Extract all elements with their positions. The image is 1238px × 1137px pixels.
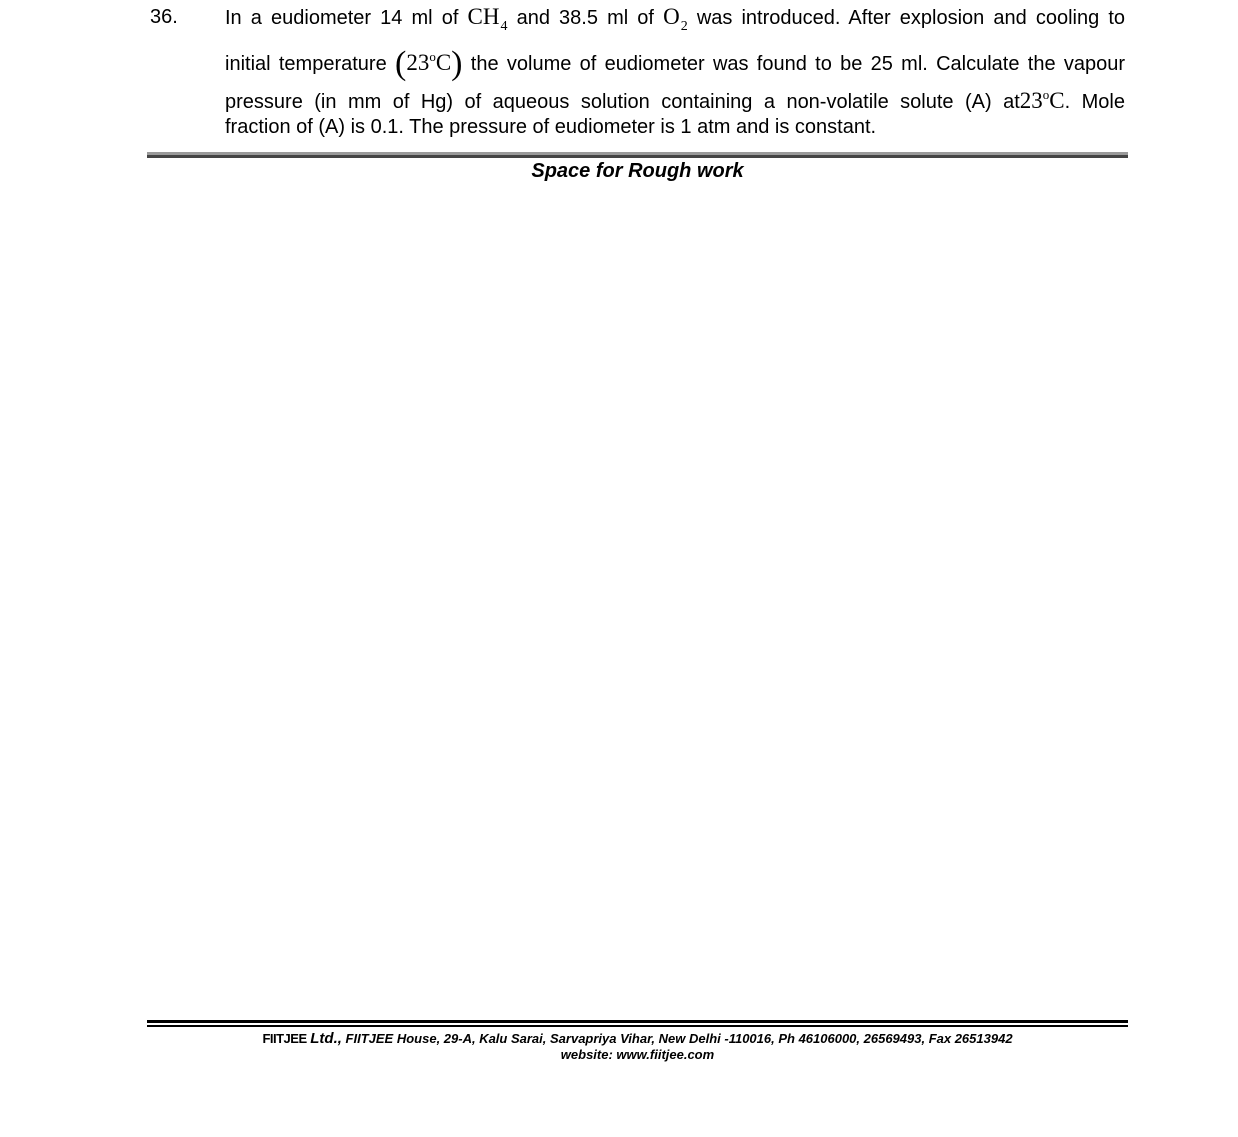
formula-oxygen: $O_2$ <box>663 4 688 34</box>
question-text: was introduced. After explosion and cooling to <box>696 7 1126 29</box>
question-text: . Mole <box>1064 91 1125 113</box>
footer-ltd: Ltd., <box>310 1030 342 1047</box>
question-number: 36. <box>150 6 178 28</box>
rough-work-label: Space for Rough work <box>531 160 744 182</box>
footer <box>147 1031 1128 1063</box>
question-text: and 38.5 ml of <box>516 7 654 29</box>
question-text: In a eudiometer 14 ml of <box>225 7 459 29</box>
temperature-value: 23$^o$C <box>1019 87 1065 113</box>
footer-rule <box>147 1025 1128 1027</box>
footer-website: website: www.fiitjee.com <box>560 1047 715 1062</box>
question-line-2 <box>225 40 1125 86</box>
temperature-value: (23$^o$C) <box>395 45 463 82</box>
question-text: pressure (in mm of Hg) of aqueous solution containing a non-volatile solute (A) at <box>225 91 1020 113</box>
footer-brand: FIITJEE <box>262 1031 307 1046</box>
question-text: initial temperature <box>225 53 387 75</box>
footer-address: FIITJEE House, 29-A, Kalu Sarai, Sarvapriya Vihar, New Delhi -110016, Ph 46106000, 26569493, Fax 26513942 <box>345 1031 1013 1046</box>
question-line-4: fraction of (A) is 0.1. The pressure of eudiometer is 1 atm and is constant. <box>225 116 877 138</box>
footer-rule <box>147 1020 1128 1023</box>
footer-address-line <box>147 1031 1128 1047</box>
question-line-1 <box>225 3 1125 35</box>
formula-methane: $CH_4$ <box>467 4 508 34</box>
separator-rule <box>147 155 1128 158</box>
question-text: the volume of eudiometer was found to be 25 ml. Calculate the vapour <box>470 53 1126 75</box>
